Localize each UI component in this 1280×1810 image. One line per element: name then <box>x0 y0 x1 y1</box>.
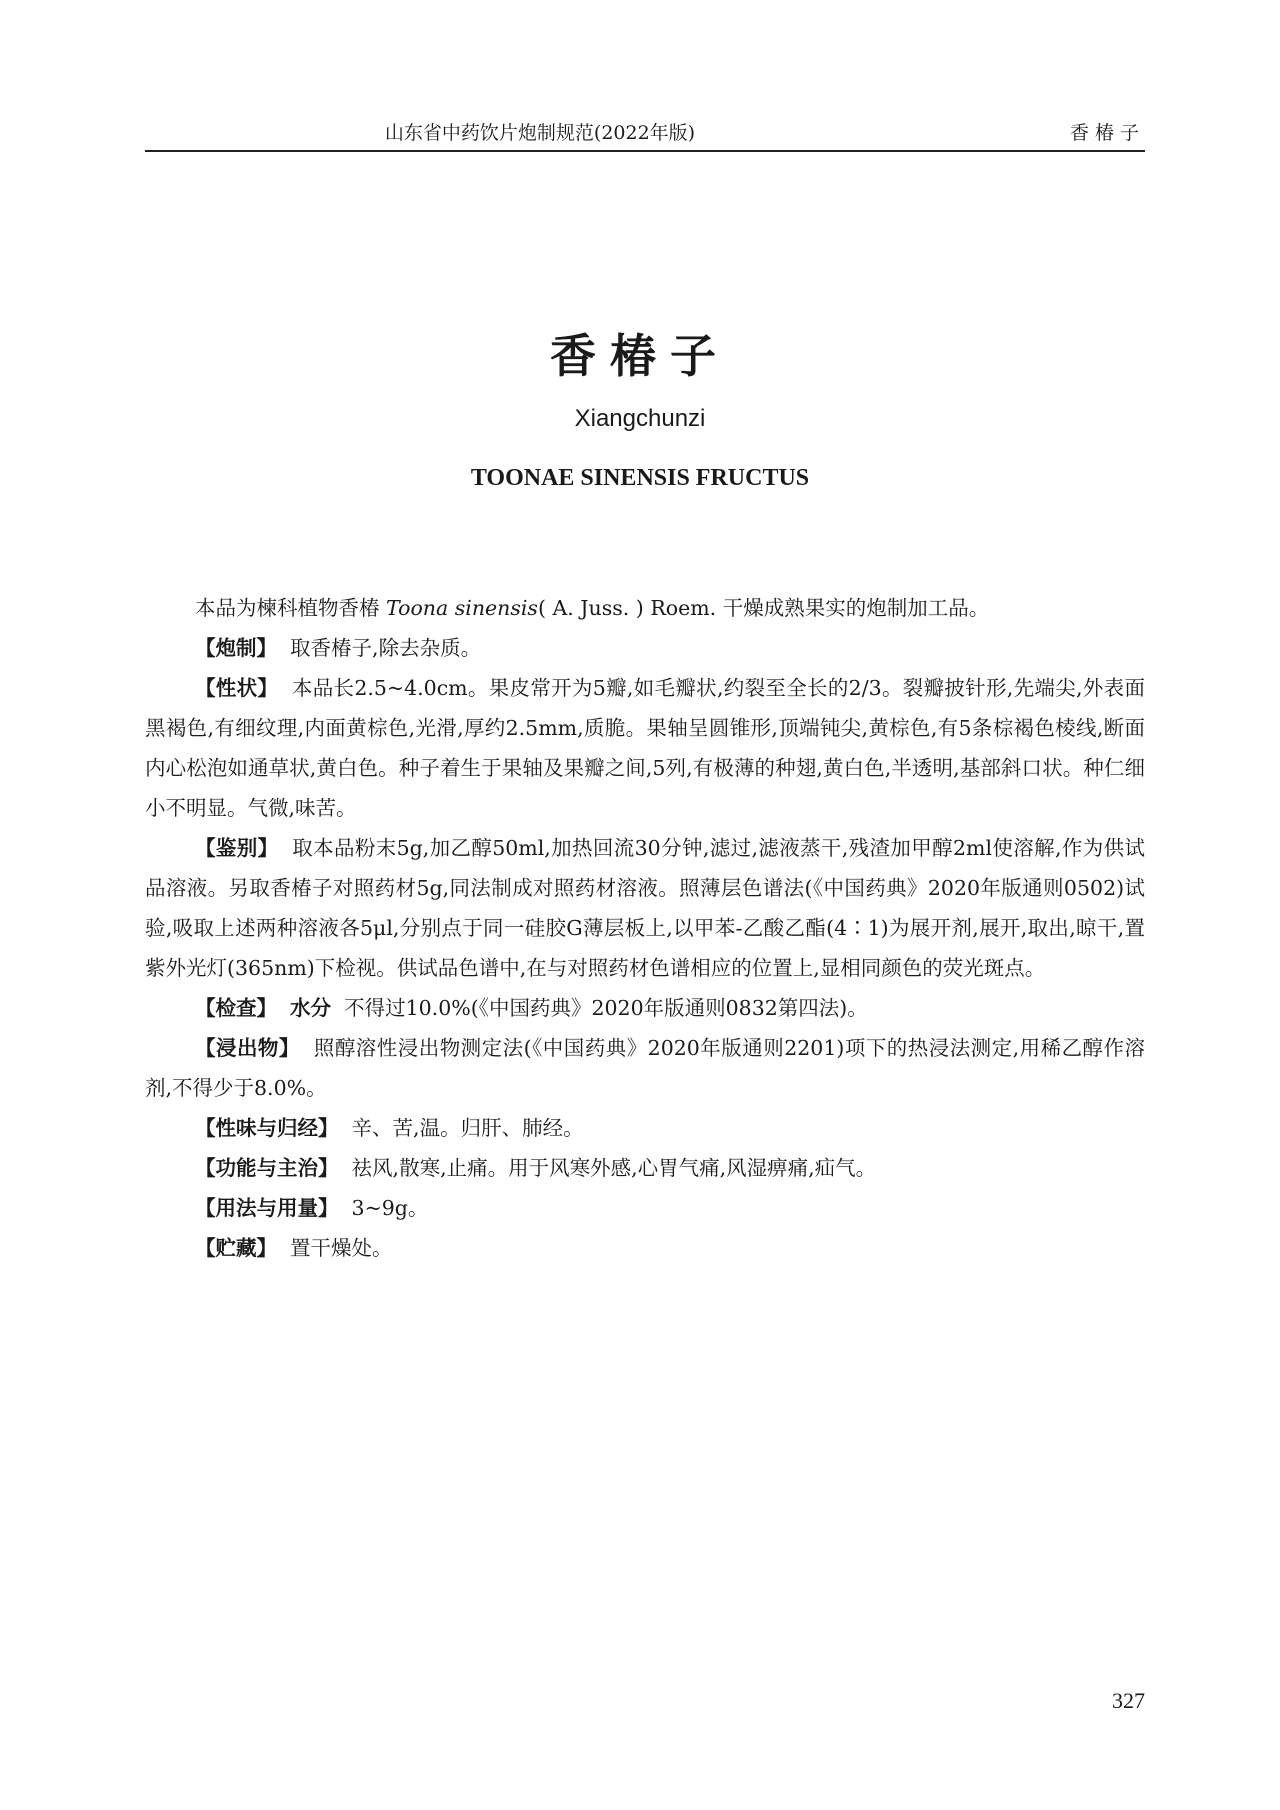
section-description <box>145 668 1145 828</box>
section-text: 不得过10.0%(《中国药典》2020年版通则0832第四法)。 <box>344 996 868 1020</box>
page-title: 香椿子 <box>550 329 730 383</box>
section-storage <box>145 1228 1145 1268</box>
section-label: 【性味与归经】 <box>195 1116 339 1140</box>
section-dosage <box>145 1188 1145 1228</box>
intro-text-post: ( A. Juss. ) Roem. 干燥成熟果实的炮制加工品。 <box>537 596 990 620</box>
book-title: 山东省中药饮片炮制规范(2022年版) <box>384 122 696 144</box>
section-label: 【炮制】 <box>195 636 277 660</box>
running-header <box>145 112 1145 152</box>
section-extractives <box>145 1028 1145 1108</box>
section-identification <box>145 828 1145 988</box>
section-label: 【鉴别】 <box>195 836 279 860</box>
section-text: 祛风,散寒,止痛。用于风寒外感,心胃气痛,风湿痹痛,疝气。 <box>351 1156 877 1180</box>
scientific-name: Toona sinensis <box>386 596 538 620</box>
section-name: 香椿子 <box>1069 122 1145 144</box>
section-text: 取本品粉末5g,加乙醇50ml,加热回流30分钟,滤过,滤液蒸干,残渣加甲醇2ml使溶解,作为供试品溶液。另取香椿子对照药材5g,同法制成对照药材溶液。照薄层色谱法(《中国药典》2020年版通则0502)试验,吸取上述两种溶液各5μl,分别点于同一硅胶G薄层板上,以甲苯-乙酸乙酯(4∶1)为展开剂,展开,取出,晾干,置紫外光灯(365nm)下检视。供试品色谱中,在与对照药材色谱相应的位置上,显相同颜色的荧光斑点。 <box>145 836 1145 980</box>
latin-name: TOONAE SINENSIS FRUCTUS <box>470 465 810 491</box>
section-text: 置干燥处。 <box>290 1236 393 1260</box>
section-function-indication <box>145 1148 1145 1188</box>
section-text: 照醇溶性浸出物测定法(《中国药典》2020年版通则2201)项下的热浸法测定,用稀乙醇作溶剂,不得少于8.0%。 <box>145 1036 1145 1100</box>
section-label: 【功能与主治】 <box>195 1156 339 1180</box>
section-text: 3~9g。 <box>351 1196 429 1220</box>
page-number: 327 <box>1112 1688 1145 1713</box>
intro-text-pre: 本品为楝科植物香椿 <box>195 596 387 620</box>
section-inspection <box>145 988 1145 1028</box>
section-label: 【检查】 <box>195 996 277 1020</box>
section-label: 【用法与用量】 <box>195 1196 339 1220</box>
section-label: 【性状】 <box>195 676 279 700</box>
section-nature-meridian <box>145 1108 1145 1148</box>
section-text: 取香椿子,除去杂质。 <box>290 636 482 660</box>
section-text: 本品长2.5~4.0cm。果皮常开为5瓣,如毛瓣状,约裂至全长的2/3。裂瓣披针形,先端尖,外表面黑褐色,有细纹理,内面黄棕色,光滑,厚约2.5mm,质脆。果轴呈圆锥形,顶端钝尖,黄棕色,有5条棕褐色棱线,断面内心松泡如通草状,黄白色。种子着生于果轴及果瓣之间,5列,有极薄的种翅,黄白色,半透明,基部斜口状。种仁细小不明显。气微,味苦。 <box>145 676 1145 820</box>
section-text: 辛、苦,温。归肝、肺经。 <box>351 1116 584 1140</box>
monograph-body <box>145 588 1145 1268</box>
section-label: 【浸出物】 <box>195 1036 300 1060</box>
pinyin-name: Xiangchunzi <box>574 405 706 432</box>
section-processing <box>145 628 1145 668</box>
section-sublabel: 水分 <box>290 996 332 1020</box>
section-label: 【贮藏】 <box>195 1236 277 1260</box>
header-divider <box>145 150 1145 152</box>
intro-paragraph <box>145 588 1145 628</box>
